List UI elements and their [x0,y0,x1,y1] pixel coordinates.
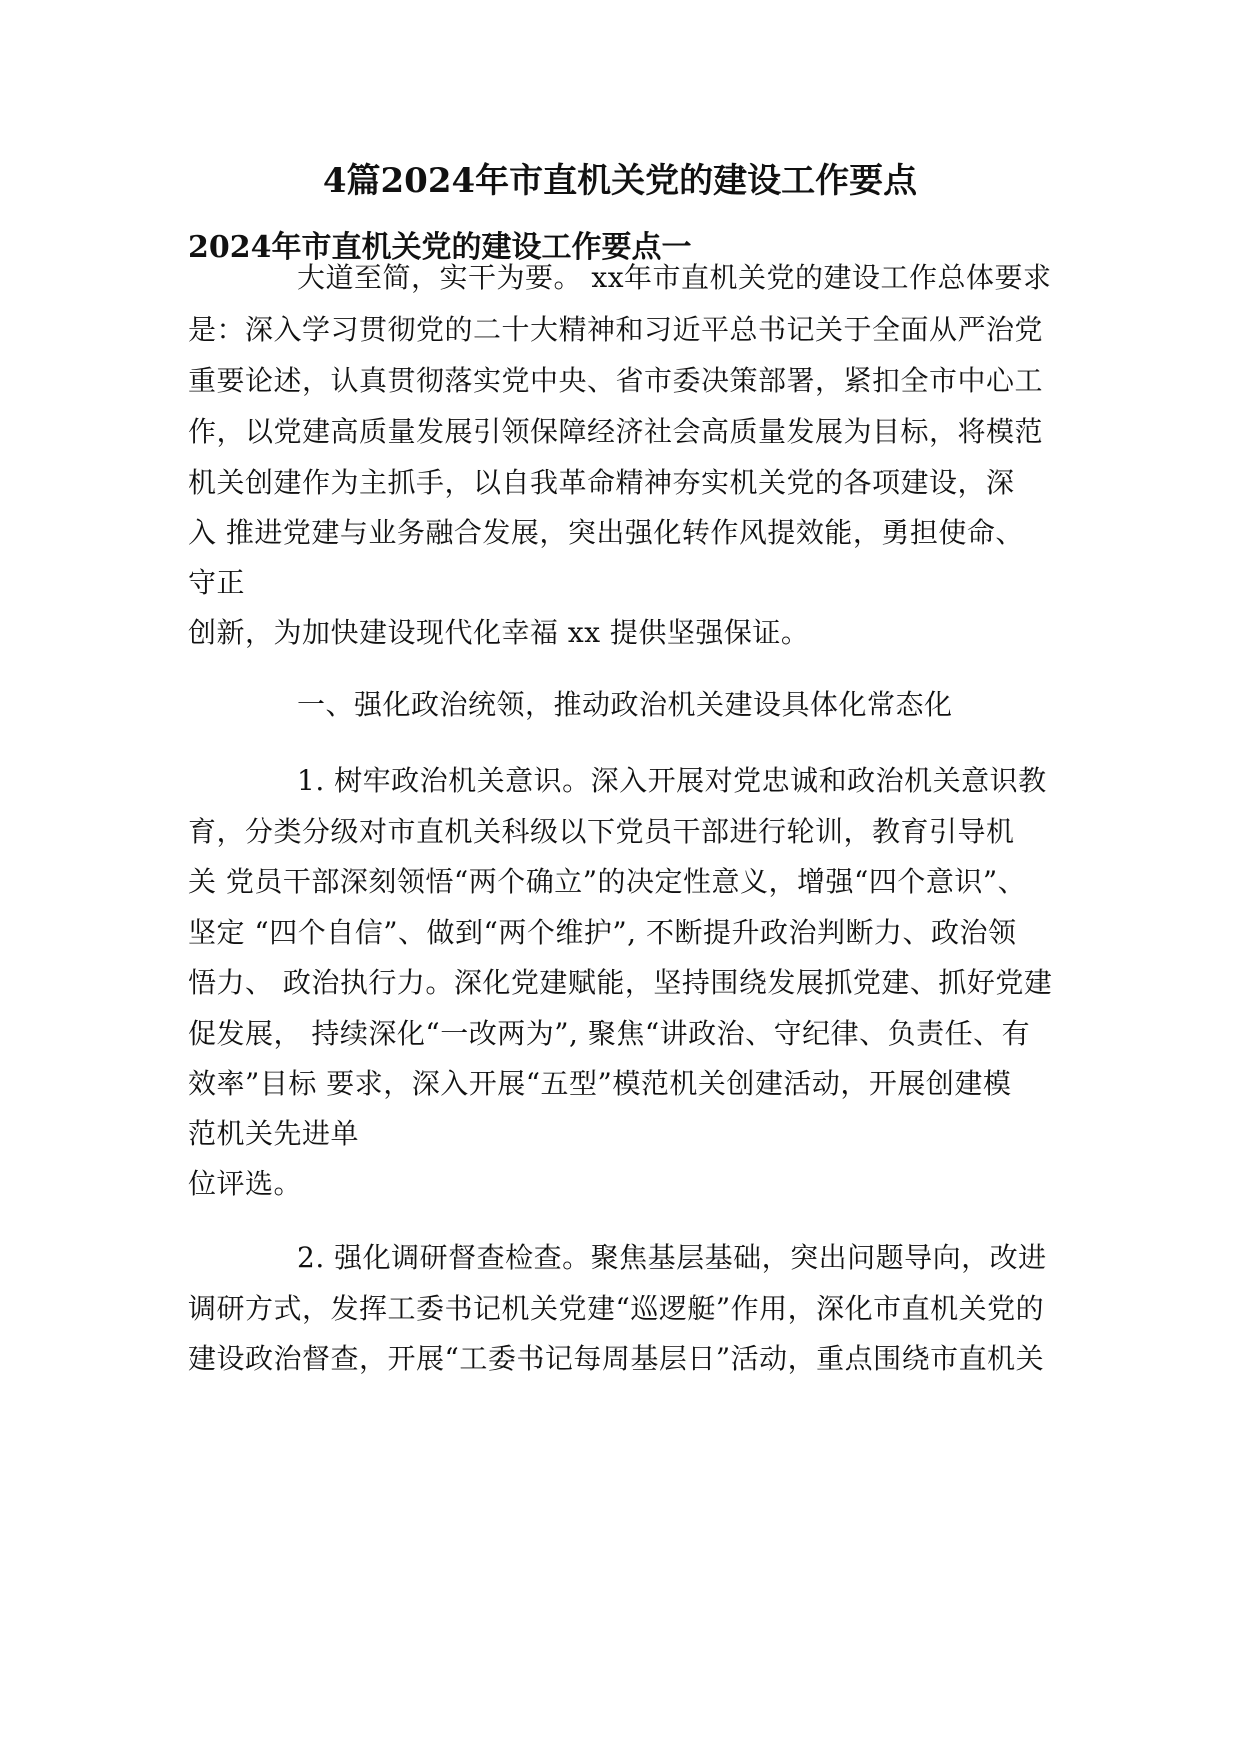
document-title: 4篇2024年市直机关党的建设工作要点 [322,161,918,201]
paragraph-line: 重要论述，认真贯彻落实党中央、省市委决策部署，紧扣全市中心工 [188,364,1044,397]
paragraph-line: 关 党员干部深刻领悟“两个确立”的决定性意义，增强“四个意识”、 [188,865,1027,898]
paragraph-line: 育，分类分级对市直机关科级以下党员干部进行轮训，教育引导机 [188,815,1015,848]
paragraph-line: 效率”目标 要求，深入开展“五型”模范机关创建活动，开展创建模 [188,1067,1012,1100]
section-title: 2024年市直机关党的建设工作要点一 [188,230,692,265]
paragraph-line: 作，以党建高质量发展引领保障经济社会高质量发展为目标，将模范 [188,415,1044,448]
paragraph-line: 调研方式，发挥工委书记机关党建“巡逻艇”作用，深化市直机关党的 [188,1292,1045,1325]
paragraph-line: 悟力、 政治执行力。深化党建赋能，坚持围绕发展抓党建、抓好党建 [188,966,1053,999]
paragraph-line: 位评选。 [188,1167,303,1200]
paragraph-line: 1. 树牢政治机关意识。深入开展对党忠诚和政治机关意识教 [297,764,1047,797]
paragraph-line: 入 推进党建与业务融合发展，突出强化转作风提效能，勇担使命、 [188,516,1024,549]
paragraph-line: 促发展， 持续深化“一改两为”, 聚焦“讲政治、守纪律、负责任、有 [188,1017,1031,1050]
paragraph-line: 是：深入学习贯彻党的二十大精神和习近平总书记关于全面从严治党 [188,313,1044,346]
section-heading: 一、强化政治统领，推动政治机关建设具体化常态化 [297,688,953,721]
paragraph-line: 守正 [188,566,246,599]
paragraph-line: 建设政治督查，开展“工委书记每周基层日”活动，重点围绕市直机关 [188,1342,1045,1375]
paragraph-line: 2. 强化调研督查检查。聚焦基层基础，突出问题导向，改进 [297,1241,1047,1274]
paragraph-line: 机关创建作为主抓手，以自我革命精神夯实机关党的各项建设，深 [188,466,1015,499]
paragraph-line: 大道至简，实干为要。 xx年市直机关党的建设工作总体要求 [297,261,1052,294]
paragraph-line: 创新，为加快建设现代化幸福 xx 提供坚强保证。 [188,616,810,649]
paragraph-line: 范机关先进单 [188,1117,360,1150]
paragraph-line: 坚定 “四个自信”、做到“两个维护”, 不断提升政治判断力、政治领 [188,916,1017,949]
